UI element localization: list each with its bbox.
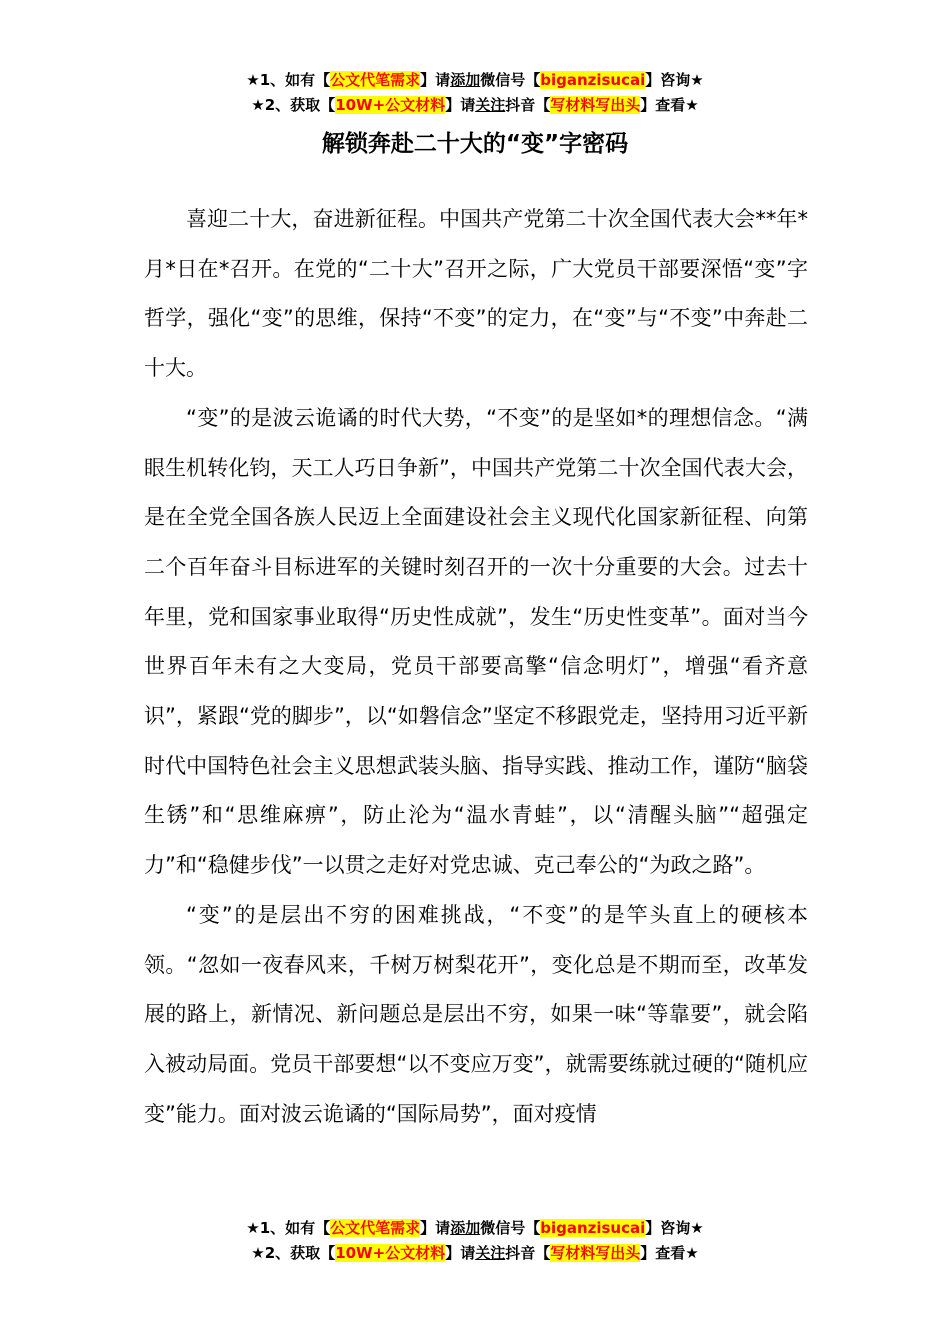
banner-line-2 bbox=[0, 1241, 950, 1266]
banner-text: 】请 bbox=[420, 1219, 451, 1237]
banner-underlined-text: 添加 bbox=[450, 71, 481, 89]
banner-underlined-text: 关注 bbox=[475, 96, 506, 114]
banner-text: 】查看★ bbox=[640, 1244, 699, 1262]
banner-highlight-service: 公文代笔需求 bbox=[330, 1219, 421, 1237]
banner-highlight-service: 公文代笔需求 bbox=[330, 71, 421, 89]
banner-highlight-wechat-id: biganzisucai bbox=[540, 1219, 646, 1237]
bottom-banner bbox=[0, 1216, 950, 1266]
banner-text: 】请 bbox=[445, 96, 476, 114]
banner-line-2 bbox=[0, 93, 950, 118]
document-body bbox=[144, 195, 808, 1139]
banner-text: 】请 bbox=[420, 71, 451, 89]
banner-line-1 bbox=[0, 1216, 950, 1241]
banner-text: 抖音【 bbox=[505, 96, 551, 114]
banner-text: 】查看★ bbox=[640, 96, 699, 114]
banner-highlight-materials: 10W+公文材料 bbox=[335, 1244, 446, 1262]
banner-text: 】请 bbox=[445, 1244, 476, 1262]
document-title: 解锁奔赴二十大的“变”字密码 bbox=[321, 131, 629, 157]
paragraph: “变”的是层出不穷的困难挑战，“不变”的是竿头直上的硬核本领。“忽如一夜春风来，千树万树梨花开”，变化总是不期而至，改革发展的路上，新情况、新问题总是层出不穷，如果一味“等靠要”，就会陷入被动局面。党员干部要想“以不变应万变”，就需要练就过硬的“随机应变”能力。面对波云诡谲的“国际局势”，面对疫情 bbox=[144, 902, 808, 1126]
banner-highlight-materials: 10W+公文材料 bbox=[335, 96, 446, 114]
top-banner bbox=[0, 68, 950, 118]
banner-text: 微信号【 bbox=[480, 71, 541, 89]
banner-line-1 bbox=[0, 68, 950, 93]
banner-text: ★1、如有【 bbox=[246, 1219, 331, 1237]
banner-highlight-douyin-account: 写材料写出头 bbox=[550, 1244, 641, 1262]
banner-highlight-wechat-id: biganzisucai bbox=[540, 71, 646, 89]
banner-text: 抖音【 bbox=[505, 1244, 551, 1262]
banner-text: 】咨询★ bbox=[645, 71, 704, 89]
banner-text: ★2、获取【 bbox=[251, 96, 336, 114]
paragraph: “变”的是波云诡谲的时代大势，“不变”的是坚如*的理想信念。“满眼生机转化钧，天工人巧日争新”，中国共产党第二十次全国代表大会，是在全党全国各族人民迈上全面建设社会主义现代化国家新征程、向第二个百年奋斗目标进军的关键时刻召开的一次十分重要的大会。过去十年里，党和国家事业取得“历史性成就”，发生“历史性变革”。面对当今世界百年未有之大变局，党员干部要高擎“信念明灯”，增强“看齐意识”，紧跟“党的脚步”，以“如磐信念”坚定不移跟党走，坚持用习近平新时代中国特色社会主义思想武装头脑、指导实践、推动工作，谨防“脑袋生锈”和“思维麻痹”，防止沦为“温水青蛙”，以“清醒头脑”“超强定力”和“稳健步伐”一以贯之走好对党忠诚、克己奉公的“为政之路”。 bbox=[144, 405, 808, 878]
banner-text: ★1、如有【 bbox=[246, 71, 331, 89]
banner-underlined-text: 关注 bbox=[475, 1244, 506, 1262]
paragraph: 喜迎二十大，奋进新征程。中国共产党第二十次全国代表大会**年*月*日在*召开。在党的“二十大”召开之际，广大党员干部要深悟“变”字哲学，强化“变”的思维，保持“不变”的定力，在“变”与“不变”中奔赴二十大。 bbox=[144, 207, 808, 381]
banner-text: ★2、获取【 bbox=[251, 1244, 336, 1262]
banner-text: 】咨询★ bbox=[645, 1219, 704, 1237]
banner-underlined-text: 添加 bbox=[450, 1219, 481, 1237]
banner-highlight-douyin-account: 写材料写出头 bbox=[550, 96, 641, 114]
banner-text: 微信号【 bbox=[480, 1219, 541, 1237]
